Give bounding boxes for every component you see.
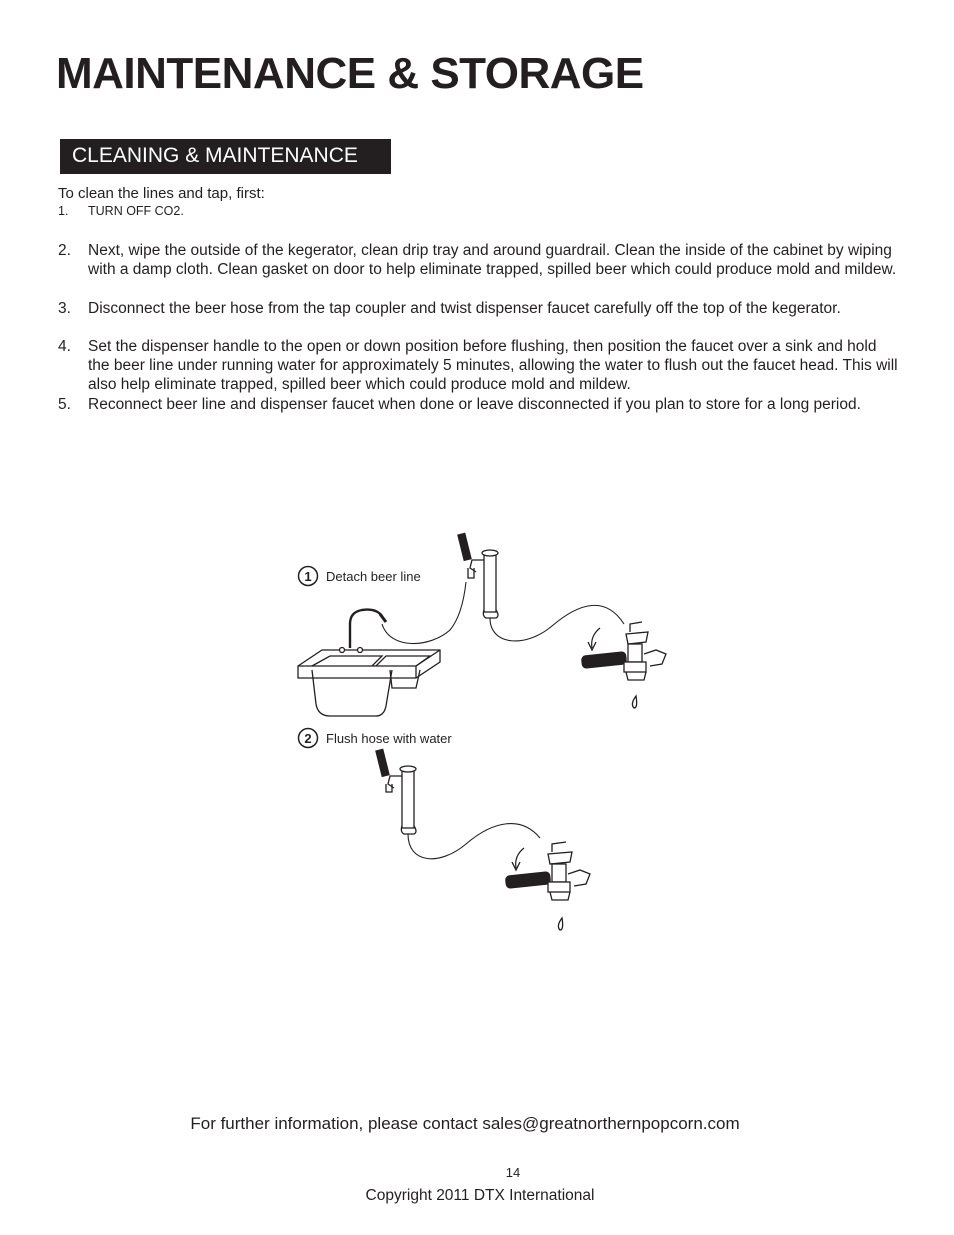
coupler-icon [505,842,590,900]
intro-text: To clean the lines and tap, first: [58,185,265,202]
step-text: Disconnect the beer hose from the tap coupler and twist dispenser faucet carefully off the top of the kegerator. [88,299,841,317]
beer-line [382,582,466,644]
coupler-icon [581,622,666,680]
step1-text: Detach beer line [326,569,421,584]
step-text: Reconnect beer line and dispenser faucet when done or leave disconnected if you plan to store for a long period. [88,395,861,413]
step-text: Next, wipe the outside of the kegerator, clean drip tray and around guardrail. Clean the inside of the cabinet by wiping with a damp cloth. Clean gasket on door to help eliminate trapped, spilled beer which could produce mold and mildew. [88,242,897,279]
sink-icon [298,610,440,716]
step2-number: 2 [304,731,312,746]
page-title: MAINTENANCE & STORAGE [56,49,644,98]
step-item [58,203,898,220]
page-number: 14 [505,1165,521,1180]
step-item [58,299,898,318]
step-text: Set the dispenser handle to the open or down position before flushing, then position the faucet over a sink and hold the beer line under running water for approximately 5 minutes, allowing the water to flush out the faucet head. This will also help eliminate trapped, spilled beer which could produce mold and mildew. [88,337,898,394]
beer-line [408,824,540,859]
step-text: TURN OFF CO2. [88,204,184,218]
contact-info: For further information, please contact sales@greatnorthernpopcorn.com [190,1114,740,1133]
step-item [58,241,898,280]
step-item [58,395,898,414]
step-number: 3. [58,299,71,317]
step-number: 4. [58,337,71,355]
steps-list [58,203,898,414]
step-number: 1. [58,204,69,218]
step-number: 2. [58,242,71,259]
step1-label [299,567,421,586]
beer-line [490,605,624,641]
copyright: Copyright 2011 DTX International [365,1187,595,1204]
cleaning-illustration [290,520,710,950]
section-header: CLEANING & MAINTENANCE [60,139,391,174]
step-item [58,337,898,395]
droplet-icon [632,696,636,708]
step-number: 5. [58,395,71,413]
tower-icon [376,749,416,834]
step1-number: 1 [304,569,312,584]
step2-label [299,729,453,748]
tower-icon [458,533,498,618]
step2-text: Flush hose with water [326,731,452,746]
droplet-icon [558,918,562,930]
